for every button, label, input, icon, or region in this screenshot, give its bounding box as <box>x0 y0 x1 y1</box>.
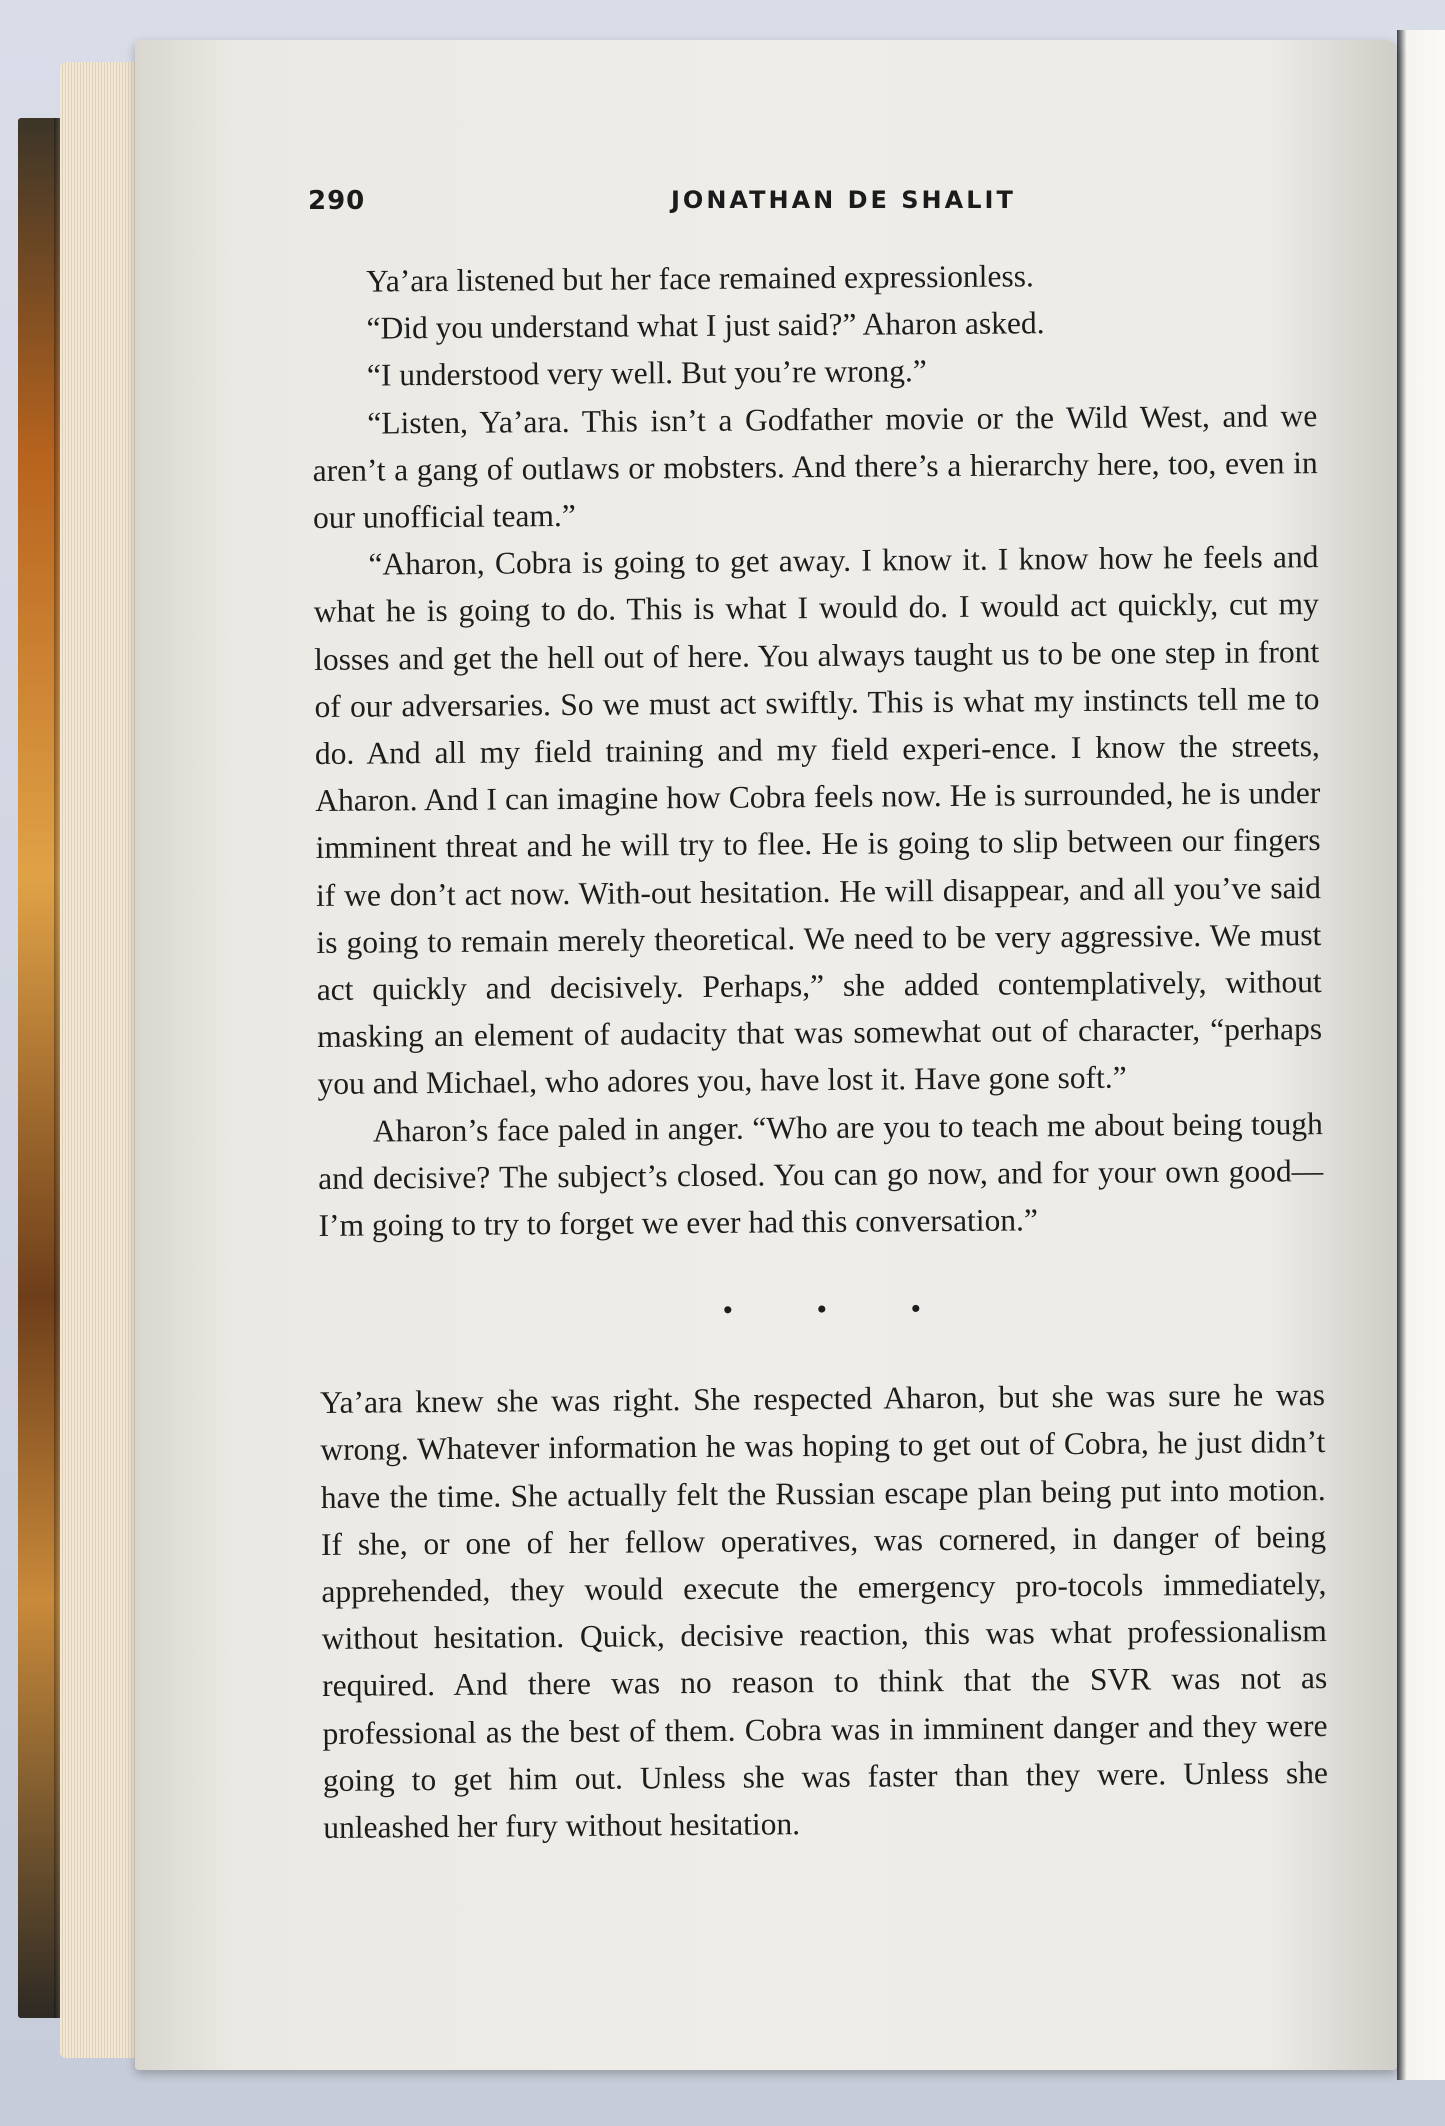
book-page <box>135 40 1397 2070</box>
paragraph: Ya’ara listened but her face remained expressionless. <box>366 258 1034 299</box>
paragraph: “Did you understand what I just said?” Aharon asked. <box>366 305 1045 346</box>
book-spine <box>18 118 66 2018</box>
paragraph: “I understood very well. But you’re wrong.” <box>366 353 927 393</box>
page-number: 290 <box>308 186 366 216</box>
paragraph: “Aharon, Cobra is going to get away. I know it. I know how he feels and what he is going to do. This is what I would do. I would act quickly, cut my losses and get the hell out of here. You always taught us to be one step in front of our adversaries. So we must act swiftly. This is what my instincts tell me to do. And all my field training and my field experi-ence. I know the streets, Aharon. And I can imagine how Cobra feels now. He is surrounded, he is under imminent threat and he will try to flee. He is going to slip between our fingers if we don’t act now. With-out hesitation. He will disappear, and all you’ve said is going to remain merely theoretical. We need to be very aggressive. We must act quickly and decisively. Perhaps,” she added contemplatively, without masking an element of audacity that was somewhat out of character, “perhaps you and Michael, who adores you, have lost it. Have gone soft.” <box>313 539 1323 1102</box>
paragraph: Ya’ara knew she was right. She respected Aharon, but she was sure he was wrong. Whatever information he was hoping to get out of Cobra, he just didn’t have the time. She actually felt the Russian escape plan being put into motion. If she, or one of her fellow operatives, was cornered, in danger of being apprehended, they would execute the emergency pro-tocols immediately, without hesitation. Quick, decisive reaction, this was what professionalism required. And there was no reason to think that the SVR was not as professional as the best of them. Cobra was in imminent danger and they were going to get him out. Unless she was faster than they were. Unless she unleashed her fury without hesitation. <box>319 1377 1329 1846</box>
facing-page-edge <box>1397 30 1445 2080</box>
author-name: JONATHAN DE SHALIT <box>671 186 1016 214</box>
body-text <box>311 250 1328 1851</box>
paragraph: “Listen, Ya’ara. This isn’t a Godfather movie or the Wild West, and we aren’t a gang of outlaws or mobsters. And there’s a hierarchy here, too, even in our unofficial team.” <box>312 397 1318 536</box>
running-head <box>135 186 1397 216</box>
paragraph: Aharon’s face paled in anger. “Who are you to teach me about being tough and decisive? The subject’s closed. You can go now, and for your own good—I’m going to try to forget we ever had this conversation.” <box>318 1105 1324 1244</box>
section-break: • • • <box>722 1292 960 1328</box>
